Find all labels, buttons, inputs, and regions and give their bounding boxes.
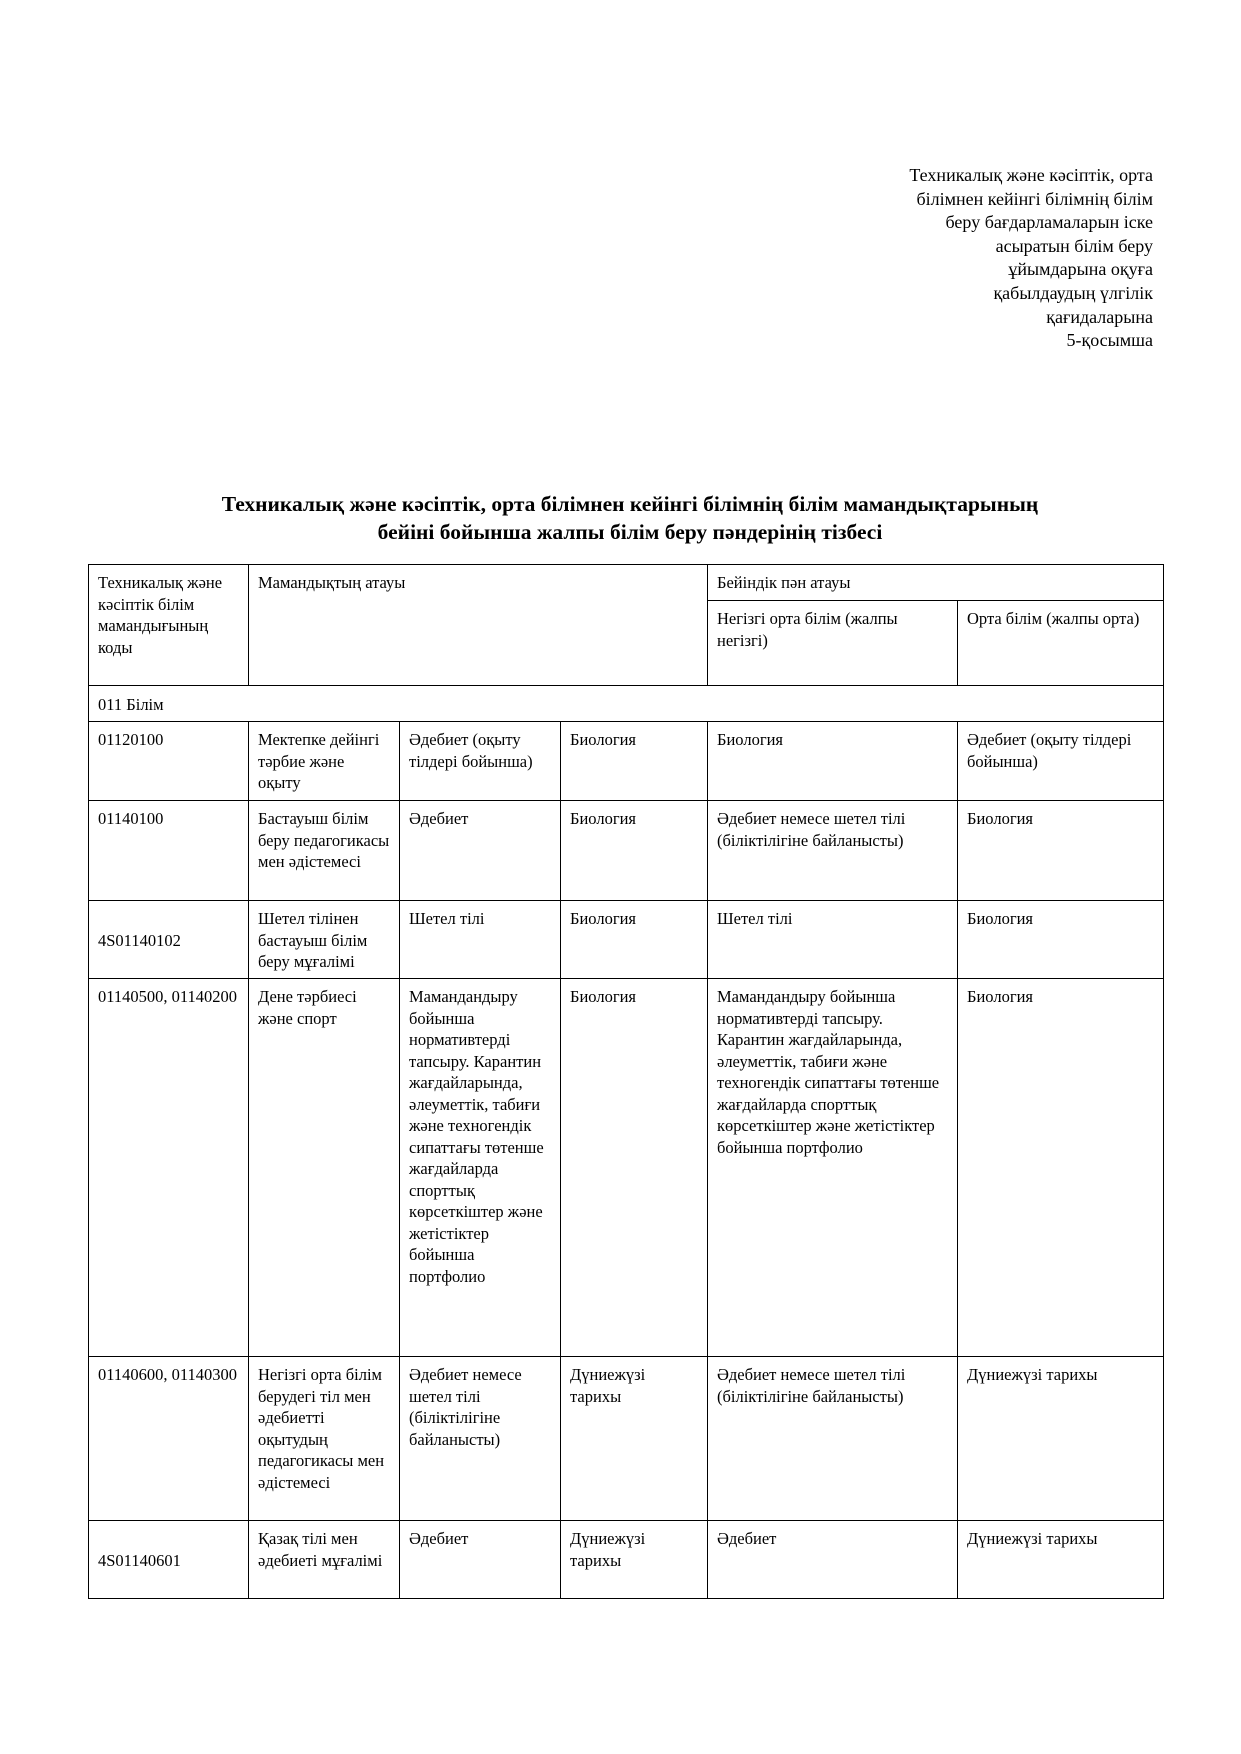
cell-col3: Мамандандыру бойынша нормативтерді тапсыру. Карантин жағдайларында, әлеуметтік, табиғи және техногендік сипаттағы төтенше жағдайларда спорттық көрсеткіштер және жетістіктер бойынша портфолио: [400, 979, 561, 1357]
cell-code: 01120100: [89, 722, 249, 801]
cell-name: Бастауыш білім беру педагогикасы мен әдістемесі: [249, 801, 400, 901]
title-line-2: бейіні бойынша жалпы білім беру пәндерінің тізбесі: [377, 520, 883, 544]
cell-col3: Әдебиет: [400, 801, 561, 901]
appendix-line: 5-қосымша: [1066, 330, 1153, 351]
cell-col5: Шетел тілі: [708, 901, 958, 979]
header-specialty: Мамандықтың атауы: [249, 565, 708, 686]
cell-code: 4S01140601: [89, 1521, 249, 1599]
cell-col6: Дүниежүзі тарихы: [958, 1521, 1164, 1599]
appendix-line: қағидаларына: [1046, 306, 1153, 327]
appendix-line: Техникалық және кәсіптік, орта: [909, 165, 1153, 185]
header-code: Техникалық және кәсіптік білім мамандығының коды: [89, 565, 249, 686]
header-row-1: [89, 565, 1164, 601]
document-title: [130, 490, 1130, 546]
cell-name: Қазақ тілі мен әдебиеті мұғалімі: [249, 1521, 400, 1599]
cell-col6: Әдебиет (оқыту тілдері бойынша): [958, 722, 1164, 801]
cell-name: Дене тәрбиесі және спорт: [249, 979, 400, 1357]
table-row: [89, 979, 1164, 1357]
cell-name: Мектепке дейінгі тәрбие және оқыту: [249, 722, 400, 801]
appendix-line: білімнен кейінгі білімнің білім: [916, 188, 1153, 209]
header-basic-secondary: Негізгі орта білім (жалпы негізгі): [708, 601, 958, 686]
cell-col3: Әдебиет немесе шетел тілі (біліктілігіне байланысты): [400, 1357, 561, 1521]
cell-col5: Мамандандыру бойынша нормативтерді тапсыру. Карантин жағдайларында, әлеуметтік, табиғи және техногендік сипаттағы төтенше жағдайларда спорттық көрсеткіштер және жетістіктер бойынша портфолио: [708, 979, 958, 1357]
cell-col4: Биология: [561, 979, 708, 1357]
table-row: [89, 901, 1164, 979]
cell-col3: Шетел тілі: [400, 901, 561, 979]
cell-col4: Дүниежүзі тарихы: [561, 1521, 708, 1599]
cell-col6: Биология: [958, 979, 1164, 1357]
table-row: [89, 1357, 1164, 1521]
cell-col5: Биология: [708, 722, 958, 801]
cell-code: 01140500, 01140200: [89, 979, 249, 1357]
cell-col3: Әдебиет (оқыту тілдері бойынша): [400, 722, 561, 801]
cell-col5: Әдебиет: [708, 1521, 958, 1599]
cell-name: Шетел тілінен бастауыш білім беру мұғалімі: [249, 901, 400, 979]
cell-col6: Дүниежүзі тарихы: [958, 1357, 1164, 1521]
cell-col4: Биология: [561, 801, 708, 901]
cell-col6: Биология: [958, 801, 1164, 901]
cell-col6: Биология: [958, 901, 1164, 979]
header-general-secondary: Орта білім (жалпы орта): [958, 601, 1164, 686]
cell-col4: Биология: [561, 722, 708, 801]
appendix-line: қабылдаудың үлгілік: [993, 282, 1153, 303]
cell-col5: Әдебиет немесе шетел тілі (біліктілігіне байланысты): [708, 801, 958, 901]
cell-col3: Әдебиет: [400, 1521, 561, 1599]
appendix-line: ұйымдарына оқуға: [1008, 259, 1153, 280]
section-label: 011 Білім: [89, 686, 1164, 722]
table-row: [89, 722, 1164, 801]
title-line-1: Техникалық және кәсіптік, орта білімнен кейінгі білімнің білім мамандықтарының: [221, 492, 1039, 516]
cell-code: 01140100: [89, 801, 249, 901]
subjects-table: [88, 564, 1164, 1599]
table-row: [89, 801, 1164, 901]
appendix-line: асыратын білім беру: [995, 235, 1153, 256]
table-row: [89, 1521, 1164, 1599]
header-profile-subject: Бейіндік пән атауы: [708, 565, 1164, 601]
cell-col4: Дүниежүзі тарихы: [561, 1357, 708, 1521]
cell-name: Негізгі орта білім берудегі тіл мен әдебиетті оқытудың педагогикасы мен әдістемесі: [249, 1357, 400, 1521]
cell-code: 01140600, 01140300: [89, 1357, 249, 1521]
cell-code: 4S01140102: [89, 901, 249, 979]
cell-col4: Биология: [561, 901, 708, 979]
cell-col5: Әдебиет немесе шетел тілі (біліктілігіне байланысты): [708, 1357, 958, 1521]
appendix-note: [813, 164, 1153, 353]
appendix-line: беру бағдарламаларын іске: [945, 212, 1153, 233]
section-row: [89, 686, 1164, 722]
